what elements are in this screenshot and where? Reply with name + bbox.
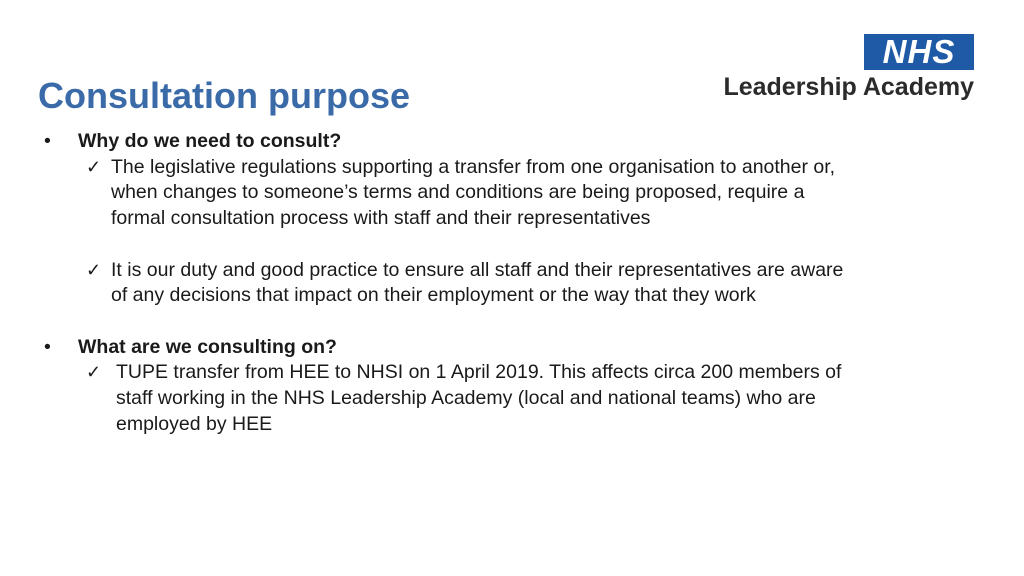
spacer — [44, 232, 844, 258]
list-item — [44, 258, 844, 309]
bullet-dot-icon: • — [44, 335, 51, 358]
list-item-text: TUPE transfer from HEE to NHSI on 1 April 2019. This affects circa 200 members of staff working in the NHS Leadership Academy (local and national teams) who are employed by HEE — [116, 361, 842, 435]
list-item-text: It is our duty and good practice to ensure all staff and their representatives are aware of any decisions that impact on their employment or the way that they work — [111, 258, 844, 307]
spacer — [44, 309, 844, 335]
nhs-leadership-academy-logo — [668, 34, 974, 102]
list-item — [44, 155, 844, 232]
checkmark-icon: ✓ — [86, 362, 102, 383]
bullet-dot-icon: • — [44, 130, 51, 152]
section-heading-why — [44, 129, 844, 155]
list-item-text: The legislative regulations supporting a transfer from one organisation to another or, when changes to someone’s terms and conditions are being proposed, require a formal consultation process with staff and their representatives — [111, 155, 836, 230]
leadership-academy-wordmark: Leadership Academy — [723, 73, 974, 101]
checkmark-icon: ✓ — [86, 156, 102, 177]
checkmark-icon: ✓ — [86, 259, 102, 280]
slide-title: Consultation purpose — [38, 75, 410, 116]
section-heading-text: What are we consulting on? — [78, 335, 337, 358]
section-heading-what — [44, 335, 844, 361]
list-item — [44, 360, 844, 437]
nhs-logo-box: NHS — [864, 34, 974, 70]
slide-content — [44, 129, 844, 437]
section-heading-text: Why do we need to consult? — [78, 130, 342, 152]
